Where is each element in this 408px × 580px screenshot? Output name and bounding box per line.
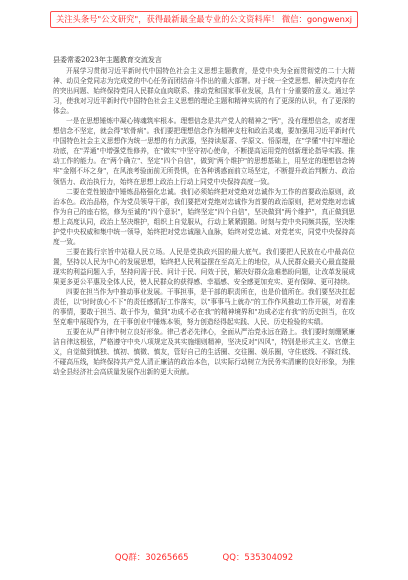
- document-body: [53, 55, 355, 377]
- paragraph-3: 三要在践行宗旨中站稳人民立场。人民是党执政兴国的最大底气。我们要把人民放在心中最高位置，坚持以人民为中心的发展思想，始终把人民利益摆在至高无上的地位，从人民群众最关心最直接最现实的利益问题入手，坚持问需于民、问计于民、问效于民，解决好群众急难愁盼问题，让改革发展成果更多更公平惠及全体人民，使人民群众的获得感、幸福感、安全感更加充实、更有保障、更可持续。: [53, 247, 355, 286]
- paragraph-5: 五要在从严自律中树立良好形象。律己者必先律心，全面从严治党永远在路上。我们要时刻绷紧廉洁自律这根弦，严格遵守中央八项规定及其实施细则精神，坚决反对"四风"，特别是形式主义、官僚主义，自觉做到慎独、慎初、慎微、慎友，管好自己的生活圈、交往圈、娱乐圈，守住底线、不踩红线、不碰高压线，始终保持共产党人清正廉洁的政治本色，以实际行动树立为民务实清廉的良好形象，为推动全县经济社会高质量发展作出新的更大贡献。: [53, 328, 355, 377]
- paragraph-intro: 开展学习贯彻习近平新时代中国特色社会主义思想主题教育，是党中央为全面贯彻党的二十大精神、动员全党同志为完成党的中心任务而团结奋斗作出的重大部署。对于统一全党思想、解决党内存在的突出问题、始终保持党同人民群众血肉联系、推动党和国家事业发展，具有十分重要的意义。通过学习，使我对习近平新时代中国特色社会主义思想的理论主题和精神实质的有了更深的认识，有了更深的体会。: [53, 67, 355, 116]
- contact-footer: [0, 545, 408, 569]
- promo-banner-text: 关注头条号"公文研究"，获得最新最全最专业的公文资料库！ 微信：gongwenxj: [50, 11, 358, 28]
- paragraph-4: 四要在担当作为中推动事业发展。干事担事，是干部的职责所在，也是价值所在。我们要坚决扛起责任，以"时时放心不下"的责任感抓好工作落实，以"事事马上就办"的工作作风推动工作开展，对看准的事情，要敢于担当、敢于作为，做到"功成不必在我"的精神境界和"功成必定有我"的历史担当，在攻坚克难中展现作为，在干事创业中锤炼本领，努力创造经得起实践、人民、历史检验的实绩。: [53, 288, 355, 327]
- qq-group-number: QQ群：30265665: [114, 553, 189, 563]
- qq-number: QQ：535304092: [222, 553, 294, 563]
- paragraph-2: 二要在党性锻造中锤炼品格强化忠诚。我们必须始终把对党绝对忠诚作为工作的首要政治原则，政治本色。政治品格，作为党员领导干部，我们要把对党绝对忠诚作为首要的政治原则，把对党绝对忠诚作为自己的座右铭，修为至诚的"四个意识"，始终坚定"四个自信"，坚决做到"两个维护"，真正做到思想上高度认同，政治上坚决维护，组织上自觉服从，行动上紧紧跟随。时刻与党中央同频共振，坚决维护党中央权威和集中统一领导，始终把对党忠诚融入血脉，始终对党忠诚、对党老实，同党中央保持高度一致。: [53, 187, 355, 246]
- paragraph-1: 一是在思想锤炼中凝心铸魂筑牢根本。理想信念是共产党人的精神之"钙"，没有理想信念，或者理想信念不坚定，就会得"软骨病"。我们要把理想信念作为精神支柱和政治灵魂，要加强用习近平新时代中国特色社会主义思想作为统一思想的有力武器，坚持读原著、学原文、悟原理，在"学懂"中打牢理论功底，在"弄通"中增强党性修养，在"做实"中坚守初心使命，不断提高运用党的创新理论指导实践、推动工作的能力。在"两个确立"、坚定"四个自信"，做到"两个维护"的思想基础上，用坚定的理想信念铸牢"金刚不坏之身"，在风浪考验面前无所畏惧，在各种诱惑面前立场坚定，不断提升政治判断力、政治领悟力、政治执行力，始终在思想上政治上行动上同党中央保持高度一致。: [53, 117, 355, 186]
- promo-banner: [0, 0, 408, 44]
- document-title: 县委常委2023年主题教育交流发言: [53, 56, 162, 64]
